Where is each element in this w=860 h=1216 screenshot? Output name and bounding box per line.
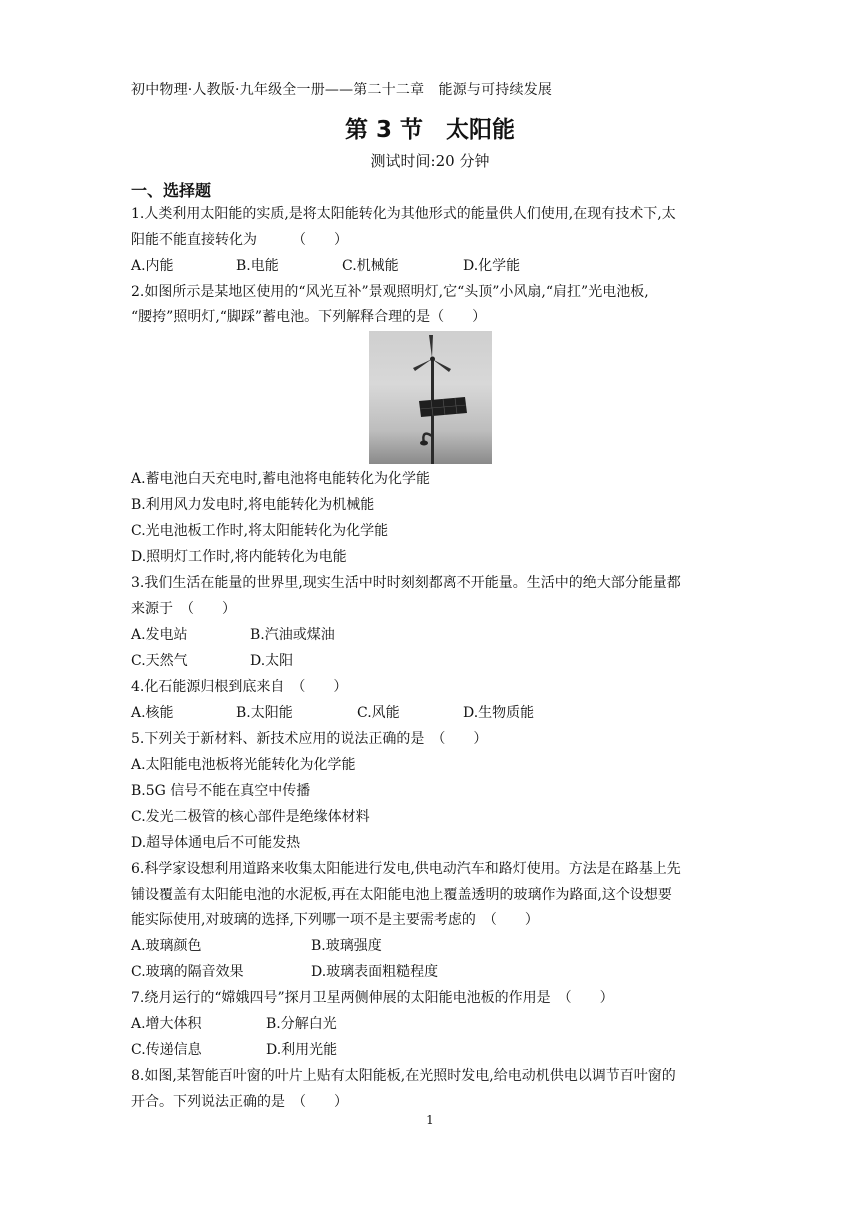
question-1-option-b: B.电能: [236, 258, 279, 274]
question-8-stem-line-2: 开合。下列说法正确的是 （ ）: [131, 1094, 348, 1110]
question-6-option-c: C.玻璃的隔音效果: [131, 964, 244, 980]
question-6-option-b: B.玻璃强度: [311, 938, 382, 954]
question-4-stem-line-1: 4.化石能源归根到底来自 （ ）: [131, 679, 348, 695]
question-1-option-a: A.内能: [131, 258, 174, 274]
question-7-option-d: D.利用光能: [266, 1042, 338, 1058]
question-2-stem-line-2: “腰挎”照明灯,“脚踩”蓄电池。下列解释合理的是（ ）: [131, 309, 487, 325]
wind-solar-lamp-illustration: [369, 331, 492, 464]
question-3-option-b: B.汽油或煤油: [250, 627, 335, 643]
question-3-stem-line-2: 来源于 （ ）: [131, 601, 236, 617]
question-4-option-d: D.生物质能: [463, 705, 535, 721]
question-1-stem-line-1: 1.人类利用太阳能的实质,是将太阳能转化为其他形式的能量供人们使用,在现有技术下,太: [131, 206, 676, 222]
page-title: 第 3 节 太阳能: [344, 117, 516, 143]
question-8-stem-line-1: 8.如图,某智能百叶窗的叶片上贴有太阳能板,在光照时发电,给电动机供电以调节百叶窗的: [131, 1068, 676, 1084]
page-number: 1: [426, 1113, 434, 1127]
question-4-option-a: A.核能: [131, 705, 174, 721]
document-header: 初中物理·人教版·九年级全一册——第二十二章 能源与可持续发展: [131, 82, 553, 98]
question-6-stem-line-3: 能实际使用,对玻璃的选择,下列哪一项不是主要需考虑的 （ ）: [131, 912, 539, 928]
question-1-option-c: C.机械能: [342, 258, 399, 274]
question-7-option-a: A.增大体积: [131, 1016, 202, 1032]
question-5-option-d: D.超导体通电后不可能发热: [131, 835, 301, 851]
question-5-option-a: A.太阳能电池板将光能转化为化学能: [131, 757, 356, 773]
question-2-option-b: B.利用风力发电时,将电能转化为机械能: [131, 497, 375, 513]
question-6-option-d: D.玻璃表面粗糙程度: [311, 964, 439, 980]
wind-solar-street-light-image: [369, 331, 492, 464]
question-3-option-a: A.发电站: [131, 627, 188, 643]
question-2-stem-line-1: 2.如图所示是某地区使用的“风光互补”景观照明灯,它“头顶”小风扇,“肩扛”光电池板,: [131, 284, 649, 300]
question-7-option-b: B.分解白光: [266, 1016, 337, 1032]
question-6-stem-line-2: 铺设覆盖有太阳能电池的水泥板,再在太阳能电池上覆盖透明的玻璃作为路面,这个设想要: [131, 887, 672, 903]
question-5-option-c: C.发光二极管的核心部件是绝缘体材料: [131, 809, 370, 825]
question-2-option-a: A.蓄电池白天充电时,蓄电池将电能转化为化学能: [131, 471, 431, 487]
question-5-stem-line-1: 5.下列关于新材料、新技术应用的说法正确的是 （ ）: [131, 731, 488, 747]
question-3-option-c: C.天然气: [131, 653, 188, 669]
question-5-option-b: B.5G 信号不能在真空中传播: [131, 783, 311, 799]
question-6-option-a: A.玻璃颜色: [131, 938, 202, 954]
question-6-stem-line-1: 6.科学家设想利用道路来收集太阳能进行发电,供电动汽车和路灯使用。方法是在路基上先: [131, 861, 681, 877]
question-7-option-c: C.传递信息: [131, 1042, 202, 1058]
question-4-option-b: B.太阳能: [236, 705, 293, 721]
question-1-stem-line-2: 阳能不能直接转化为 （ ）: [131, 232, 348, 248]
test-time: 测试时间:20 分钟: [370, 152, 490, 170]
question-1-option-d: D.化学能: [463, 258, 521, 274]
section-heading: 一、选择题: [131, 181, 212, 200]
question-2-option-c: C.光电池板工作时,将太阳能转化为化学能: [131, 523, 389, 539]
question-3-option-d: D.太阳: [250, 653, 294, 669]
question-4-option-c: C.风能: [357, 705, 400, 721]
question-2-option-d: D.照明灯工作时,将内能转化为电能: [131, 549, 347, 565]
question-3-stem-line-1: 3.我们生活在能量的世界里,现实生活中时时刻刻都离不开能量。生活中的绝大部分能量都: [131, 575, 681, 591]
question-7-stem-line-1: 7.绕月运行的“嫦娥四号”探月卫星两侧伸展的太阳能电池板的作用是 （ ）: [131, 990, 614, 1006]
